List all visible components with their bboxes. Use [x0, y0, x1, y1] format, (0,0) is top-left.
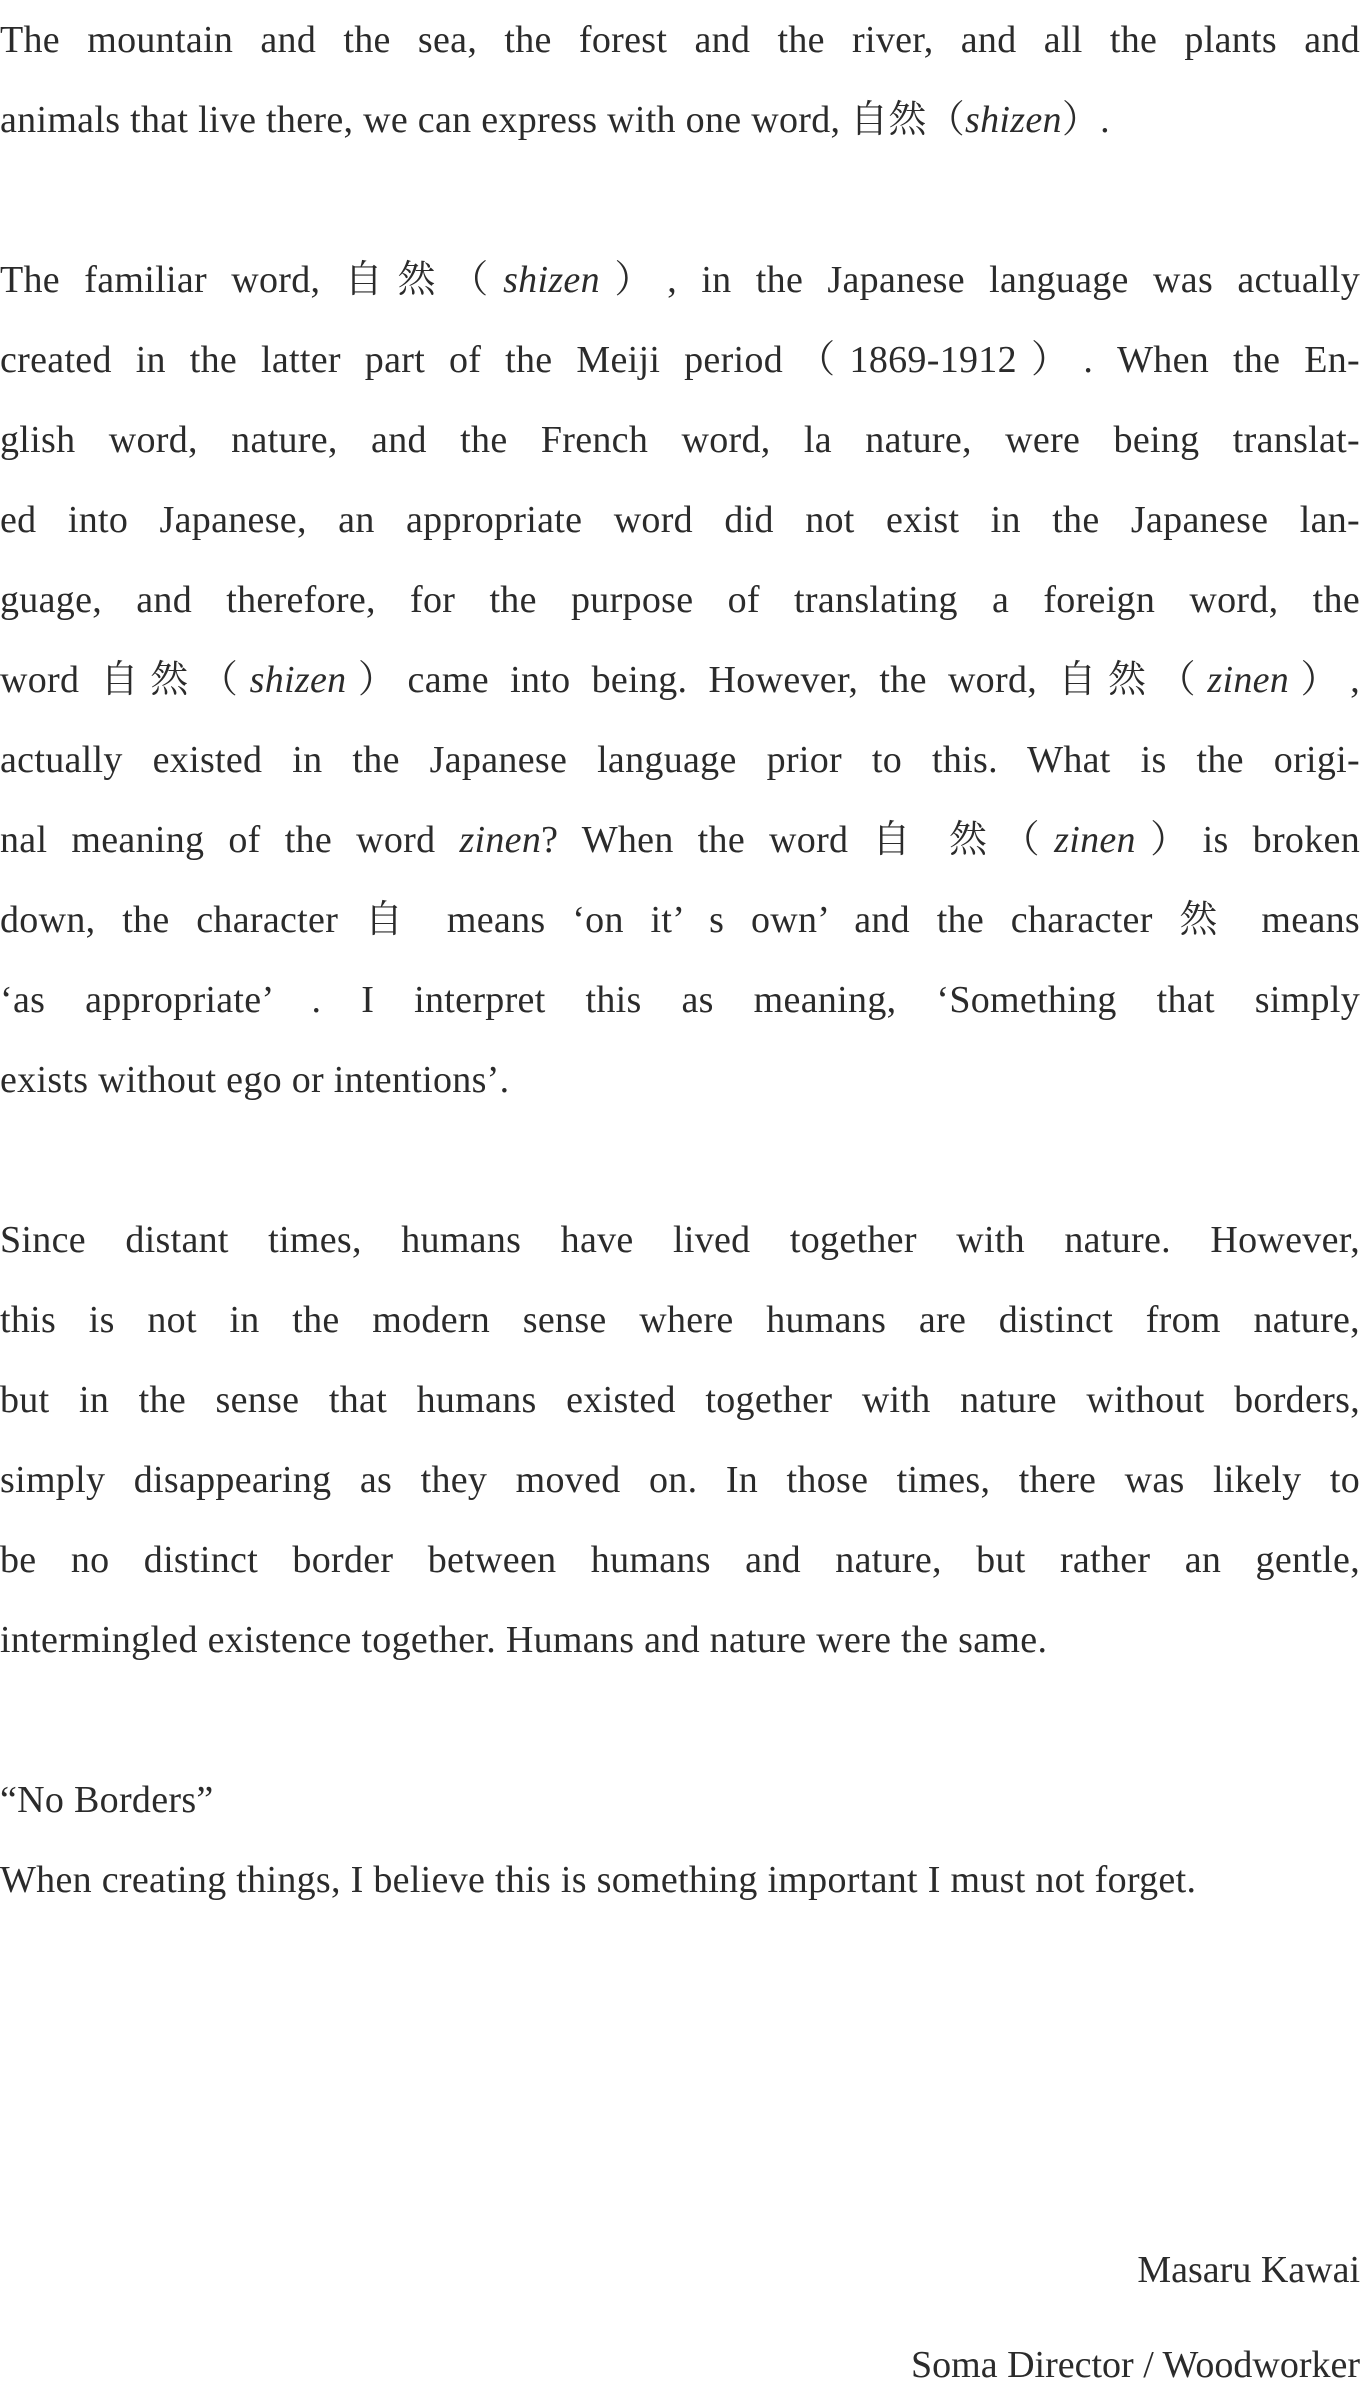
text-line: created in the latter part of the Meiji period（1869-1912）. When the En-: [0, 339, 1360, 381]
text-line: but in the sense that humans existed together with nature without borders,: [0, 1379, 1360, 1421]
text-line: The familiar word, 自然（shizen）, in the Japanese language was actually: [0, 259, 1360, 301]
text-line: guage, and therefore, for the purpose of translating a foreign word, the: [0, 579, 1360, 621]
text-line: When creating things, I believe this is something important I must not forget.: [0, 1859, 1197, 1901]
paragraph-spacer: [0, 1120, 1360, 1200]
paragraph-humans-and-nature: [0, 1200, 1360, 1680]
signature-name: Masaru Kawai: [1137, 2249, 1360, 2291]
text-line: nal meaning of the word zinen? When the word 自 然（zinen）is broken: [0, 819, 1360, 861]
paragraph-intro: [0, 0, 1360, 160]
text-line: glish word, nature, and the French word, la nature, were being translat-: [0, 419, 1360, 461]
text-line: down, the character 自 means ‘on it’ s own’ and the character 然 means: [0, 899, 1360, 941]
text-line: word 自然（shizen）came into being. However, the word, 自然（zinen）,: [0, 659, 1360, 701]
text-line: The mountain and the sea, the forest and the river, and all the plants and: [0, 19, 1360, 61]
signature-title: Soma Director / Woodworker: [911, 2344, 1360, 2386]
text-line: actually existed in the Japanese language prior to this. What is the origi-: [0, 739, 1360, 781]
text-line: animals that live there, we can express with one word, 自然（shizen）.: [0, 99, 1110, 141]
text-line: exists without ego or intentions’.: [0, 1059, 510, 1101]
text-line: this is not in the modern sense where humans are distinct from nature,: [0, 1299, 1360, 1341]
paragraph-spacer: [0, 1680, 1360, 1760]
paragraph-no-borders: [0, 1760, 1360, 1920]
text-line: simply disappearing as they moved on. In those times, there was likely to: [0, 1459, 1360, 1501]
text-line: ed into Japanese, an appropriate word did not exist in the Japanese lan-: [0, 499, 1360, 541]
text-line: be no distinct border between humans and nature, but rather an gentle,: [0, 1539, 1360, 1581]
text-line: Since distant times, humans have lived together with nature. However,: [0, 1219, 1360, 1261]
paragraph-spacer: [0, 160, 1360, 240]
paragraph-shizen-origin: [0, 240, 1360, 1120]
no-borders-quote: “No Borders”: [0, 1779, 214, 1821]
text-line: ‘as appropriate’ . I interpret this as meaning, ‘Something that simply: [0, 979, 1360, 1021]
text-line: intermingled existence together. Humans and nature were the same.: [0, 1619, 1048, 1661]
